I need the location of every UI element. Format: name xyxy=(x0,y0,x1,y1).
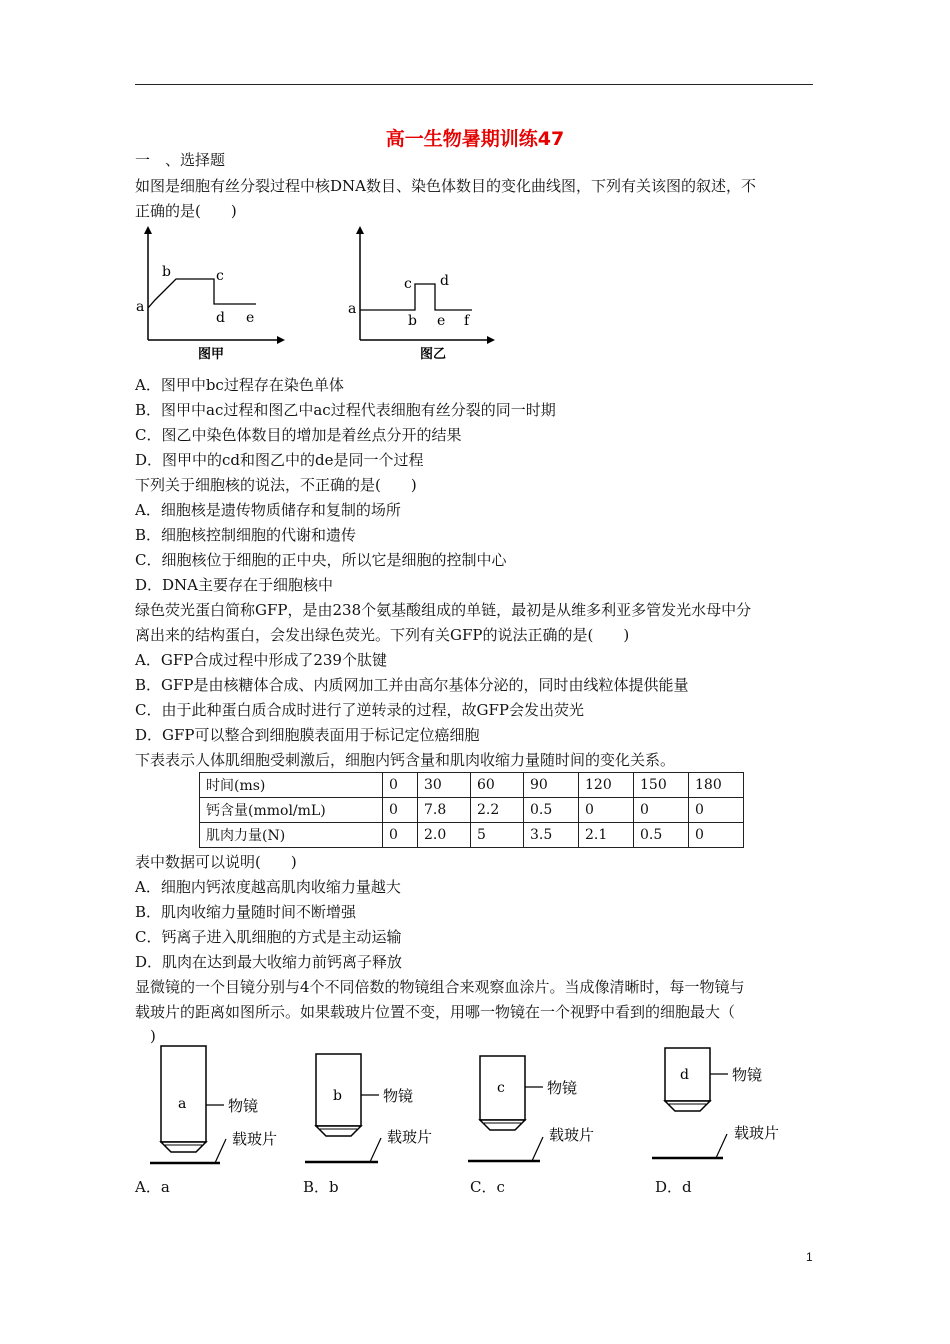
lens-d-label: 物镜 xyxy=(732,1066,763,1084)
table-cell: 120 xyxy=(579,773,634,798)
q1-stem-line2: 正确的是( ) xyxy=(135,202,237,220)
table-cell: 2.2 xyxy=(471,798,524,823)
slide-d-label: 载玻片 xyxy=(734,1124,780,1142)
q5-stem-line3: ) xyxy=(135,1027,156,1045)
objective-lens-a xyxy=(150,1046,277,1163)
lens-a-label: 物镜 xyxy=(228,1097,259,1115)
objective-lens-b xyxy=(305,1054,432,1162)
q5-option-a: A．a xyxy=(135,1178,170,1196)
page-number: 1 xyxy=(806,1250,813,1264)
q3-option-c: C．由于此种蛋白质合成时进行了逆转录的过程，故GFP会发出荧光 xyxy=(135,701,584,719)
q4-option-b: B．肌肉收缩力量随时间不断增强 xyxy=(135,903,357,921)
fig1-label-a: a xyxy=(136,299,145,315)
q4-option-a: A．细胞内钙浓度越高肌肉收缩力量越大 xyxy=(135,878,401,896)
table-cell: 0 xyxy=(383,798,418,823)
fig2-label-f: f xyxy=(464,313,470,329)
table-cell: 肌肉力量(N) xyxy=(200,823,383,848)
lens-b-label: 物镜 xyxy=(383,1087,414,1105)
table-cell: 0 xyxy=(383,773,418,798)
q1-stem-line1: 如图是细胞有丝分裂过程中核DNA数目、染色体数目的变化曲线图，下列有关该图的叙述，不 xyxy=(135,177,756,195)
table-cell: 0.5 xyxy=(524,798,579,823)
header-rule xyxy=(135,84,813,85)
table-cell: 60 xyxy=(471,773,524,798)
q1-option-a: A．图甲中bc过程存在染色单体 xyxy=(135,376,344,394)
lens-d-letter: d xyxy=(680,1067,689,1083)
table-cell: 90 xyxy=(524,773,579,798)
fig2-label-d: d xyxy=(440,273,449,289)
table-row xyxy=(200,773,744,798)
q4-stem: 下表表示人体肌细胞受刺激后，细胞内钙含量和肌肉收缩力量随时间的变化关系。 xyxy=(135,751,676,769)
q5-option-d: D．d xyxy=(655,1178,692,1196)
q2-stem: 下列关于细胞核的说法，不正确的是( ) xyxy=(135,476,417,494)
lens-b-letter: b xyxy=(333,1088,342,1104)
table-cell: 0 xyxy=(383,823,418,848)
fig2-caption: 图乙 xyxy=(420,347,447,362)
fig2-label-e: e xyxy=(437,313,446,329)
table-cell: 0 xyxy=(634,798,689,823)
q3-option-b: B．GFP是由核糖体合成、内质网加工并由高尔基体分泌的，同时由线粒体提供能量 xyxy=(135,676,689,694)
lens-c-letter: c xyxy=(497,1080,505,1096)
fig1-curve xyxy=(148,279,256,308)
objective-lens-c xyxy=(468,1056,594,1161)
q3-stem-line2: 离出来的结构蛋白，会发出绿色荧光。下列有关GFP的说法正确的是( ) xyxy=(135,626,630,644)
table-cell: 2.0 xyxy=(418,823,471,848)
table-row xyxy=(200,798,744,823)
q2-option-d: D．DNA主要存在于细胞核中 xyxy=(135,576,334,594)
table-cell: 180 xyxy=(689,773,744,798)
q5-stem-line1: 显微镜的一个目镜分别与4个不同倍数的物镜组合来观察血涂片。当成像清晰时，每一物镜与 xyxy=(135,978,745,996)
section-heading: 一 、选择题 xyxy=(135,151,226,169)
q3-stem-line1: 绿色荧光蛋白简称GFP，是由238个氨基酸组成的单链，最初是从维多利亚多管发光水母中分 xyxy=(135,601,752,619)
figure-jia xyxy=(130,222,300,367)
fig1-label-d: d xyxy=(216,310,225,326)
q1-option-d: D．图甲中的cd和图乙中的de是同一个过程 xyxy=(135,451,424,469)
objective-lens-d xyxy=(652,1048,779,1158)
table-cell: 0 xyxy=(689,823,744,848)
page-title: 高一生物暑期训练47 xyxy=(385,128,565,150)
table-cell: 2.1 xyxy=(579,823,634,848)
q4-option-d: D．肌肉在达到最大收缩力前钙离子释放 xyxy=(135,953,403,971)
table-cell: 0.5 xyxy=(634,823,689,848)
q3-option-a: A．GFP合成过程中形成了239个肽键 xyxy=(135,651,387,669)
table-cell: 7.8 xyxy=(418,798,471,823)
q5-option-c: C．c xyxy=(470,1178,505,1196)
fig2-label-a: a xyxy=(348,301,357,317)
table-cell: 30 xyxy=(418,773,471,798)
q1-option-b: B．图甲中ac过程和图乙中ac过程代表细胞有丝分裂的同一时期 xyxy=(135,401,556,419)
table-cell: 钙含量(mmol/mL) xyxy=(200,798,383,823)
table-row xyxy=(200,823,744,848)
slide-c-label: 载玻片 xyxy=(549,1126,595,1144)
q4-option-c: C．钙离子进入肌细胞的方式是主动运输 xyxy=(135,928,402,946)
fig1-label-c: c xyxy=(216,268,224,284)
figure-yi xyxy=(340,222,505,367)
q4-stem2: 表中数据可以说明( ) xyxy=(135,853,297,871)
fig2-label-c: c xyxy=(404,276,412,292)
q2-option-b: B．细胞核控制细胞的代谢和遗传 xyxy=(135,526,357,544)
table-cell: 时间(ms) xyxy=(200,773,383,798)
q5-stem-line2: 载玻片的距离如图所示。如果载玻片位置不变，用哪一物镜在一个视野中看到的细胞最大（ xyxy=(135,1003,736,1021)
q1-option-c: C．图乙中染色体数目的增加是着丝点分开的结果 xyxy=(135,426,462,444)
table-cell: 150 xyxy=(634,773,689,798)
table-cell: 3.5 xyxy=(524,823,579,848)
fig2-curve xyxy=(360,284,472,310)
slide-a-label: 载玻片 xyxy=(232,1130,278,1148)
slide-b-label: 载玻片 xyxy=(387,1128,433,1146)
fig1-caption: 图甲 xyxy=(198,347,225,362)
q3-option-d: D．GFP可以整合到细胞膜表面用于标记定位癌细胞 xyxy=(135,726,480,744)
data-table xyxy=(199,772,744,848)
table-cell: 0 xyxy=(579,798,634,823)
lens-c-label: 物镜 xyxy=(547,1079,578,1097)
q5-option-b: B．b xyxy=(303,1178,339,1196)
fig2-label-b: b xyxy=(408,313,417,329)
fig1-label-b: b xyxy=(162,264,171,280)
q2-option-a: A．细胞核是遗传物质储存和复制的场所 xyxy=(135,501,401,519)
q2-option-c: C．细胞核位于细胞的正中央，所以它是细胞的控制中心 xyxy=(135,551,507,569)
objective-lens-figure xyxy=(140,1042,840,1172)
fig1-label-e: e xyxy=(246,310,255,326)
table-cell: 5 xyxy=(471,823,524,848)
lens-a-letter: a xyxy=(178,1096,187,1112)
table-cell: 0 xyxy=(689,798,744,823)
